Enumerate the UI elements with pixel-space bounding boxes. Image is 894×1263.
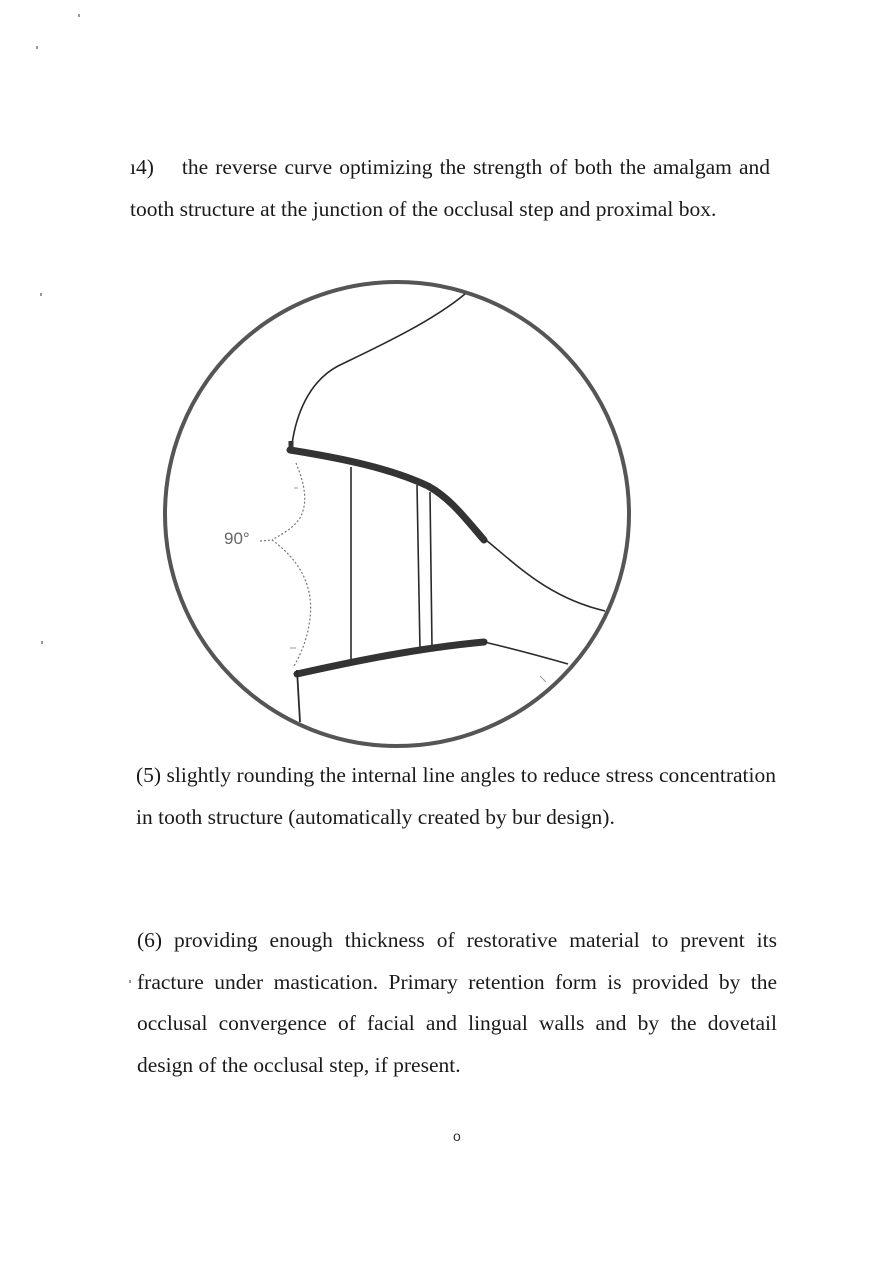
scan-speck [129,980,131,983]
gingival-wall-stub [297,670,300,722]
item-marker-4: ı4) [130,155,154,179]
angle-label: 90° [224,529,250,548]
angle-pointer-line [260,540,272,541]
scan-speck [40,293,42,296]
angle-arc-upper [272,463,305,540]
magnification-circle [165,282,629,746]
proximal-wall-line-1 [417,485,420,650]
cavity-preparation-diagram [160,278,640,748]
scan-speck [36,46,38,49]
tooth-outline-lower [484,642,568,664]
scan-speck [41,641,43,644]
gingival-floor [297,642,484,674]
angle-arc-lower [272,540,311,666]
paragraph-4 [130,147,770,230]
occlusal-step-floor [290,450,484,540]
tooth-outline-right [486,540,605,611]
tooth-outline-upper [292,294,465,444]
corner-hash-mark [540,676,546,682]
paragraph-5: (5) slightly rounding the internal line angles to reduce stress concentration in tooth structure (automatically created by bur design). [136,763,776,829]
page-number: o [453,1128,461,1144]
paragraph-4-text: the reverse curve optimizing the strength of both the amalgam and tooth structure at the junction of the occlusal step and proximal box. [130,155,770,221]
proximal-wall-line-2 [430,492,432,648]
scan-speck [78,14,80,17]
paragraph-6: (6) providing enough thickness of restorative material to prevent its fracture under mastication. Primary retention form is provided by the occlusal convergence of facial and lingual walls and by the dovetail design of the occlusal step, if present. [137,928,777,1077]
